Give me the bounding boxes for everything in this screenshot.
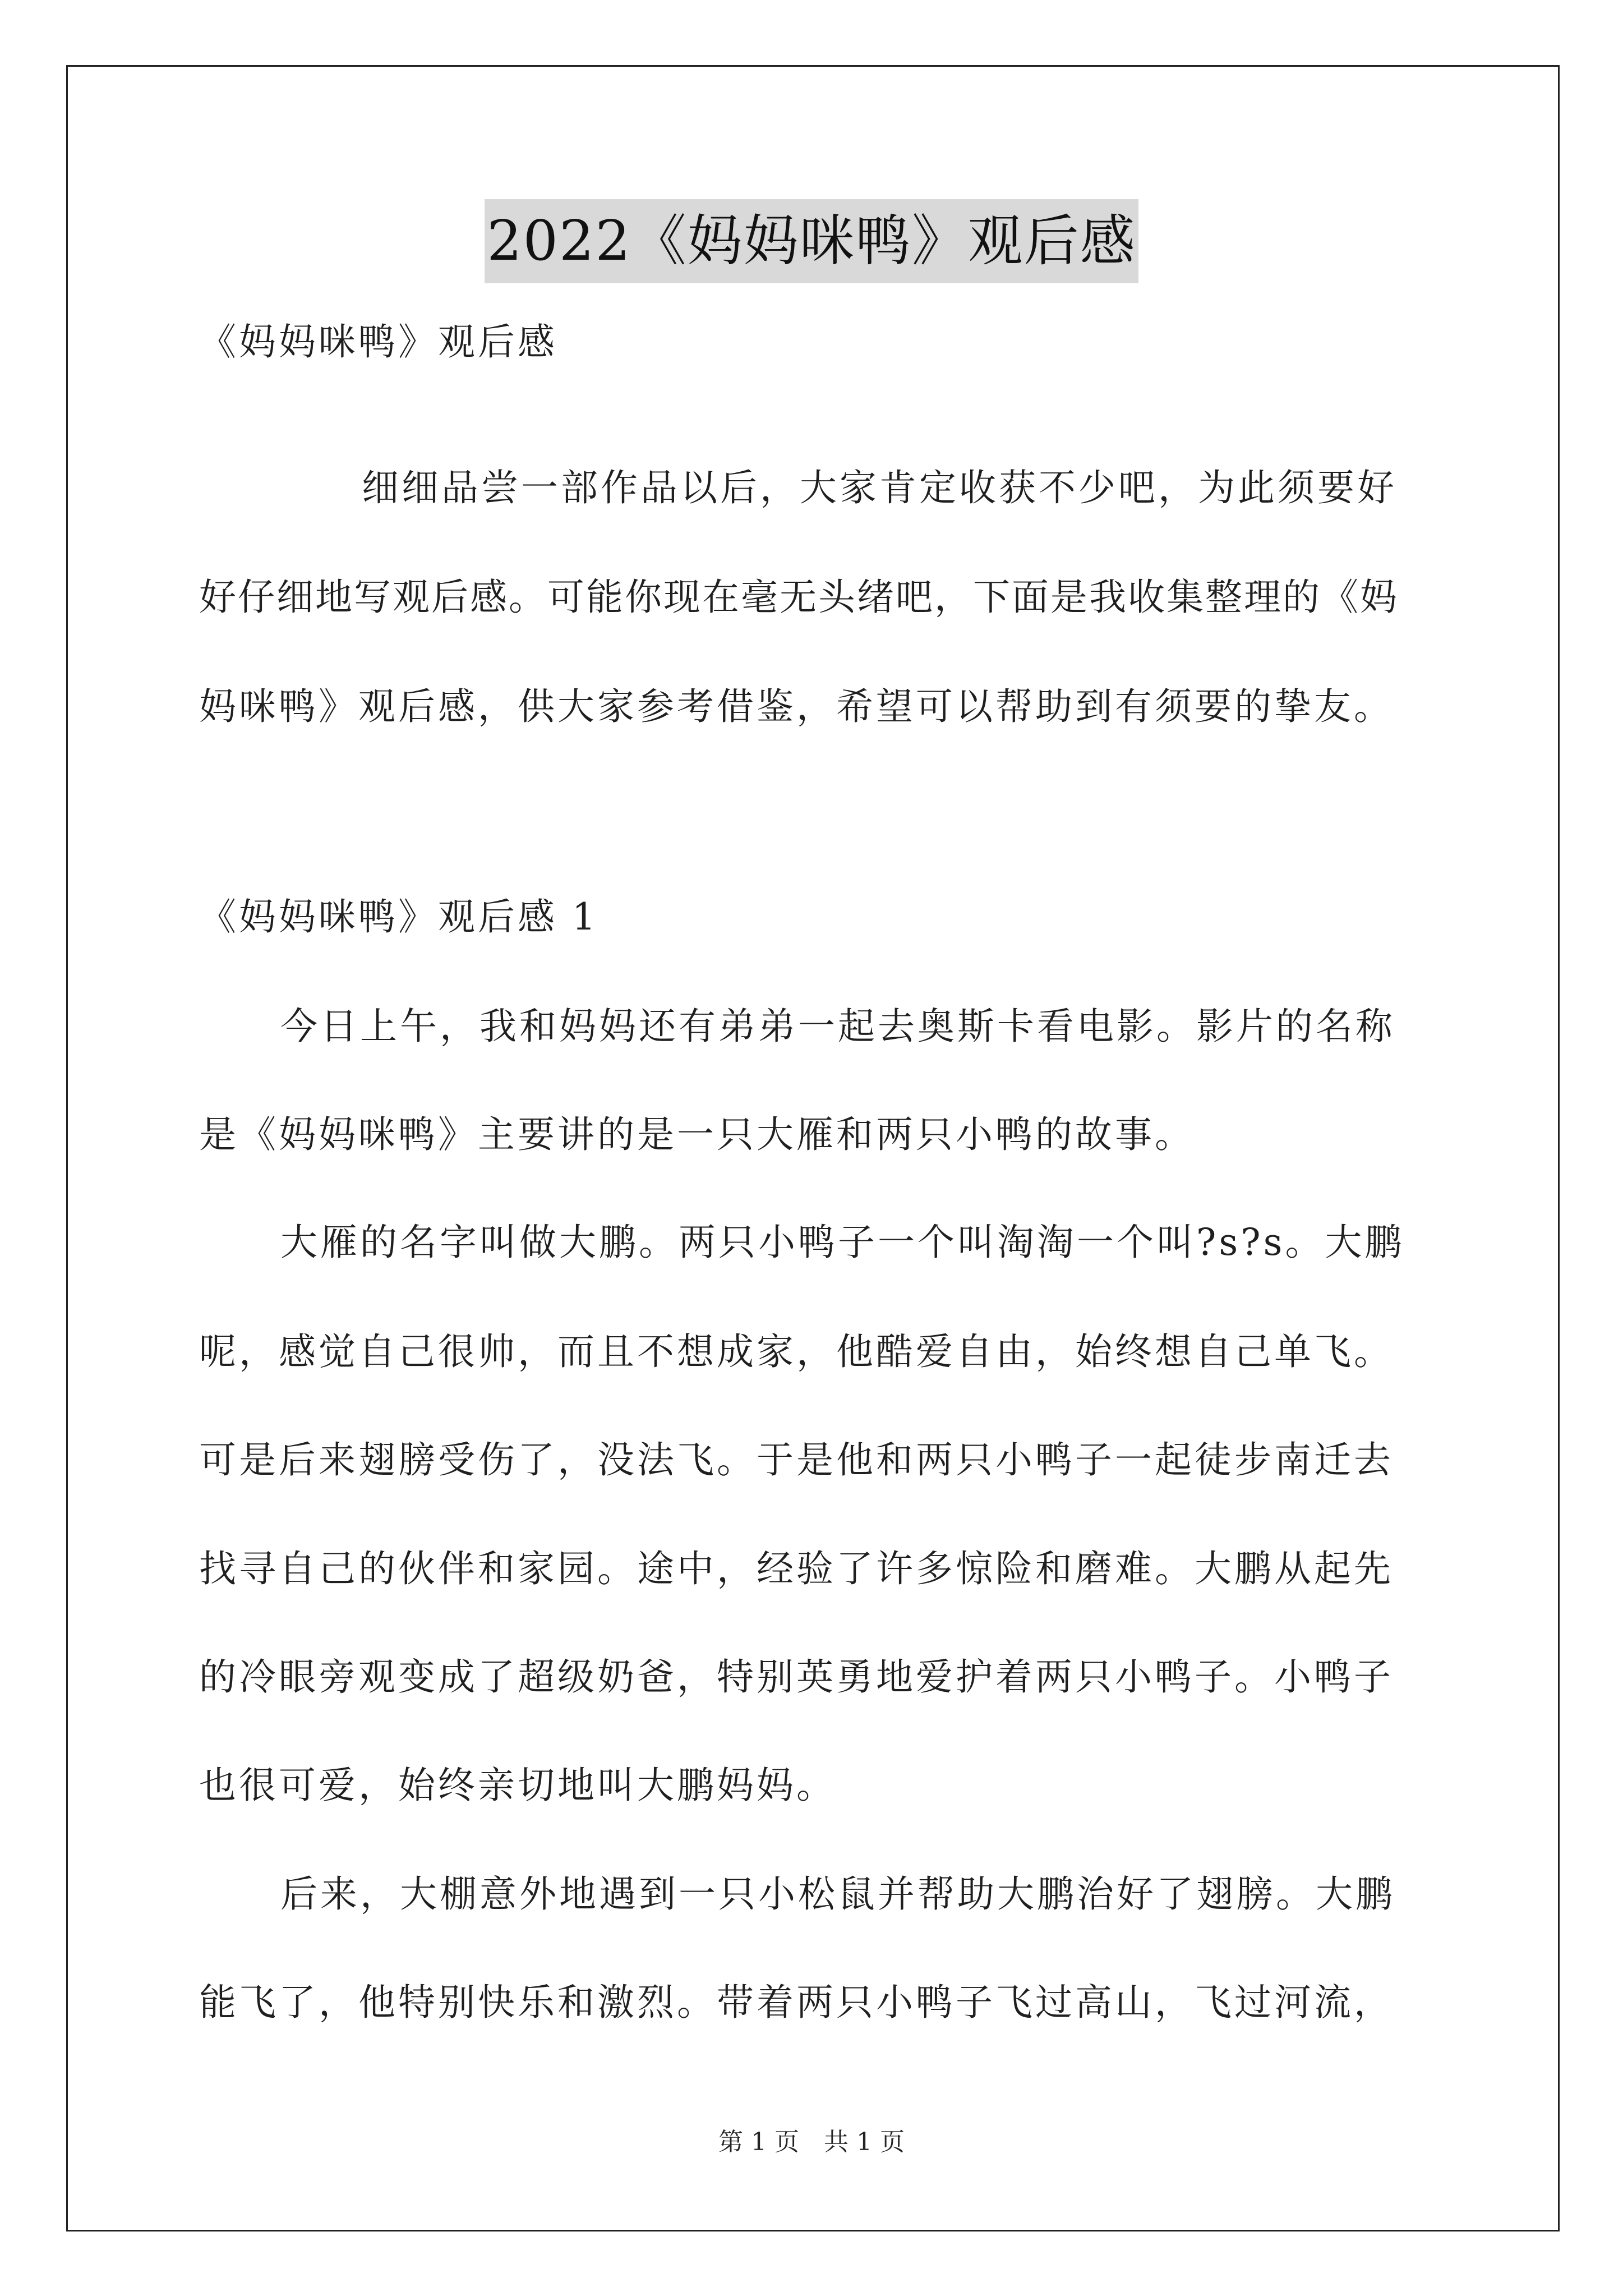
paragraph-line: 后来，大棚意外地遇到一只小松鼠并帮助大鹏治好了翅膀。大鹏 xyxy=(280,1872,1395,1916)
paragraph-line: 是《妈妈咪鸭》主要讲的是一只大雁和两只小鸭的故事。 xyxy=(199,1113,1195,1156)
page-footer: 第 1 页 共 1 页 xyxy=(718,2128,905,2156)
paragraph-line: 妈咪鸭》观后感，供大家参考借鉴，希望可以帮助到有须要的挚友。 xyxy=(199,685,1394,728)
paragraph-line: 的冷眼旁观变成了超级奶爸，特别英勇地爱护着两只小鸭子。小鸭子 xyxy=(199,1655,1394,1699)
paragraph-line: 好仔细地写观后感。可能你现在毫无头绪吧，下面是我收集整理的《妈 xyxy=(199,576,1399,619)
paragraph-line: 今日上午，我和妈妈还有弟弟一起去奥斯卡看电影。影片的名称 xyxy=(280,1005,1395,1048)
paragraph-line: 细细品尝一部作品以后，大家肯定收获不少吧，为此须要好 xyxy=(362,466,1397,509)
paragraph-line: 大雁的名字叫做大鹏。两只小鸭子一个叫淘淘一个叫?s?s。大鹏 xyxy=(280,1221,1405,1264)
section-heading: 《妈妈咪鸭》观后感 1 xyxy=(199,895,598,938)
paragraph-line: 找寻自己的伙伴和家园。途中，经验了许多惊险和磨难。大鹏从起先 xyxy=(199,1547,1394,1590)
paragraph-line: 也很可爱，始终亲切地叫大鹏妈妈。 xyxy=(199,1764,836,1807)
subtitle-line: 《妈妈咪鸭》观后感 xyxy=(199,320,557,364)
document-title: 2022《妈妈咪鸭》观后感 xyxy=(485,199,1138,283)
title-container xyxy=(0,199,1623,283)
paragraph-line: 呢，感觉自己很帅，而且不想成家，他酷爱自由，始终想自己单飞。 xyxy=(199,1330,1394,1373)
paragraph-line: 可是后来翅膀受伤了，没法飞。于是他和两只小鸭子一起徒步南迁去 xyxy=(199,1438,1394,1481)
paragraph-line: 能飞了，他特别快乐和激烈。带着两只小鸭子飞过高山，飞过河流， xyxy=(199,1981,1394,2024)
